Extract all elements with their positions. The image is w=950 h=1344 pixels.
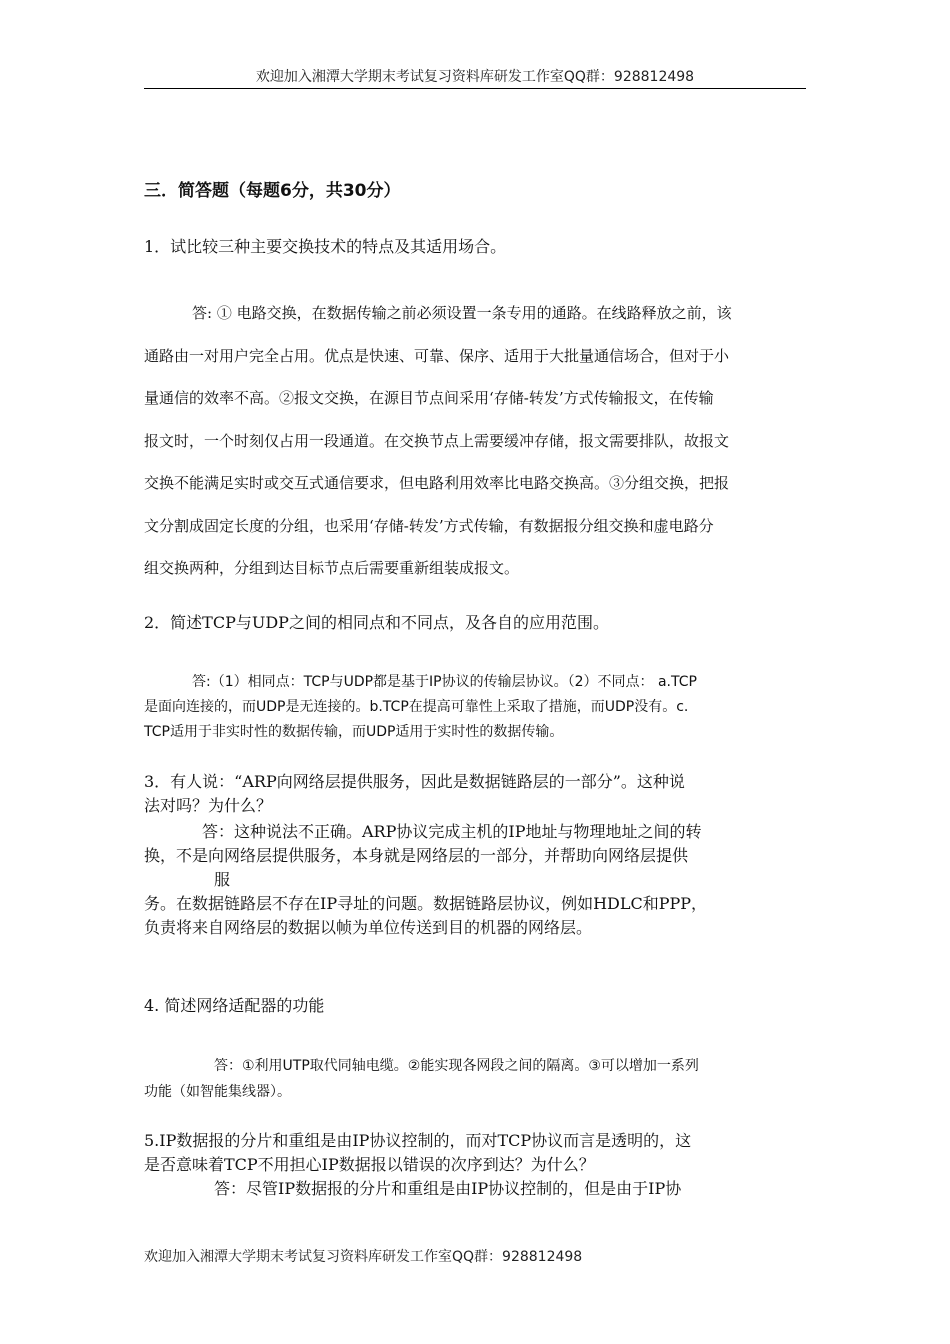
q4-answer-line: 功能（如智能集线器）。 bbox=[144, 1084, 291, 1100]
q3-answer bbox=[144, 820, 806, 940]
q4-answer-line: 答：①利用UTP取代同轴电缆。②能实现各网段之间的隔离。③可以增加一系列 bbox=[214, 1058, 699, 1074]
q1-answer-line: 报文时，一个时刻仅占用一段通道。在交换节点上需要缓冲存储，报文需要排队，故报文 bbox=[144, 431, 730, 450]
q4-question: 4. 简述网络适配器的功能 bbox=[144, 996, 325, 1015]
q1-answer-line: 文分割成固定长度的分组，也采用‘存储-转发’方式传输，有数据报分组交换和虚电路分 bbox=[144, 516, 714, 535]
q1-answer-line: 量通信的效率不高。②报文交换，在源目节点间采用‘存储-转发’方式传输报文，在传输 bbox=[144, 389, 714, 407]
q2-answer-line: 是面向连接的，而UDP是无连接的。b.TCP在提高可靠性上采取了措施，而UDP没有。c. bbox=[144, 699, 689, 715]
q3-answer-line: 答：这种说法不正确。ARP协议完成主机的IP地址与物理地址之间的转 bbox=[202, 822, 702, 841]
header-divider bbox=[144, 88, 806, 89]
q5-answer-line: 答：尽管IP数据报的分片和重组是由IP协议控制的，但是由于IP协 bbox=[214, 1179, 682, 1198]
q2-question: 2．简述TCP与UDP之间的相同点和不同点，及各自的应用范围。 bbox=[144, 613, 609, 632]
q3-answer-line: 服 bbox=[214, 870, 231, 889]
q4-answer bbox=[144, 1053, 806, 1105]
q5-question-line: 5.IP数据报的分片和重组是由IP协议控制的，而对TCP协议而言是透明的，这 bbox=[144, 1131, 692, 1150]
q2-answer bbox=[144, 670, 806, 745]
q5-question-line: 是否意味着TCP不用担心IP数据报以错误的次序到达？为什么？ bbox=[144, 1155, 595, 1174]
q1-answer bbox=[144, 292, 806, 590]
q2-answer-line: 答:（1）相同点：TCP与UDP都是基于IP协议的传输层协议。（2）不同点： a.TCP bbox=[192, 674, 697, 690]
q1-answer-line: 答: ① 电路交换，在数据传输之前必须设置一条专用的通路。在线路释放之前，该 bbox=[192, 304, 732, 322]
q3-question-line: 法对吗？为什么？ bbox=[144, 796, 273, 815]
q3-answer-line: 负责将来自网络层的数据以帧为单位传送到目的机器的网络层。 bbox=[144, 918, 593, 937]
q1-question: 1．试比较三种主要交换技术的特点及其适用场合。 bbox=[144, 237, 507, 256]
q5-block bbox=[144, 1129, 806, 1201]
q3-answer-line: 务。在数据链路层不存在IP寻址的问题。数据链路层协议，例如HDLC和PPP， bbox=[144, 894, 708, 913]
page-header: 欢迎加入湘潭大学期末考试复习资料库研发工作室QQ群：928812498 bbox=[255, 69, 695, 85]
q1-answer-line: 组交换两种，分组到达目标节点后需要重新组装成报文。 bbox=[144, 559, 520, 577]
q3-question bbox=[144, 770, 806, 818]
q1-answer-line: 通路由一对用户完全占用。优点是快速、可靠、保序、适用于大批量通信场合，但对于小 bbox=[144, 346, 730, 365]
q3-question-line: 3．有人说：“ARP向网络层提供服务，因此是数据链路层的一部分”。这种说 bbox=[144, 772, 685, 791]
q2-answer-line: TCP适用于非实时性的数据传输，而UDP适用于实时性的数据传输。 bbox=[144, 724, 564, 740]
section-title: 三．简答题（每题6分，共30分） bbox=[144, 181, 401, 201]
q1-answer-line: 交换不能满足实时或交互式通信要求，但电路利用效率比电路交换高。③分组交换，把报 bbox=[144, 474, 730, 492]
q3-answer-line: 换，不是向网络层提供服务，本身就是网络层的一部分，并帮助向网络层提供 bbox=[144, 846, 689, 865]
page-footer: 欢迎加入湘潭大学期末考试复习资料库研发工作室QQ群：928812498 bbox=[144, 1249, 583, 1265]
